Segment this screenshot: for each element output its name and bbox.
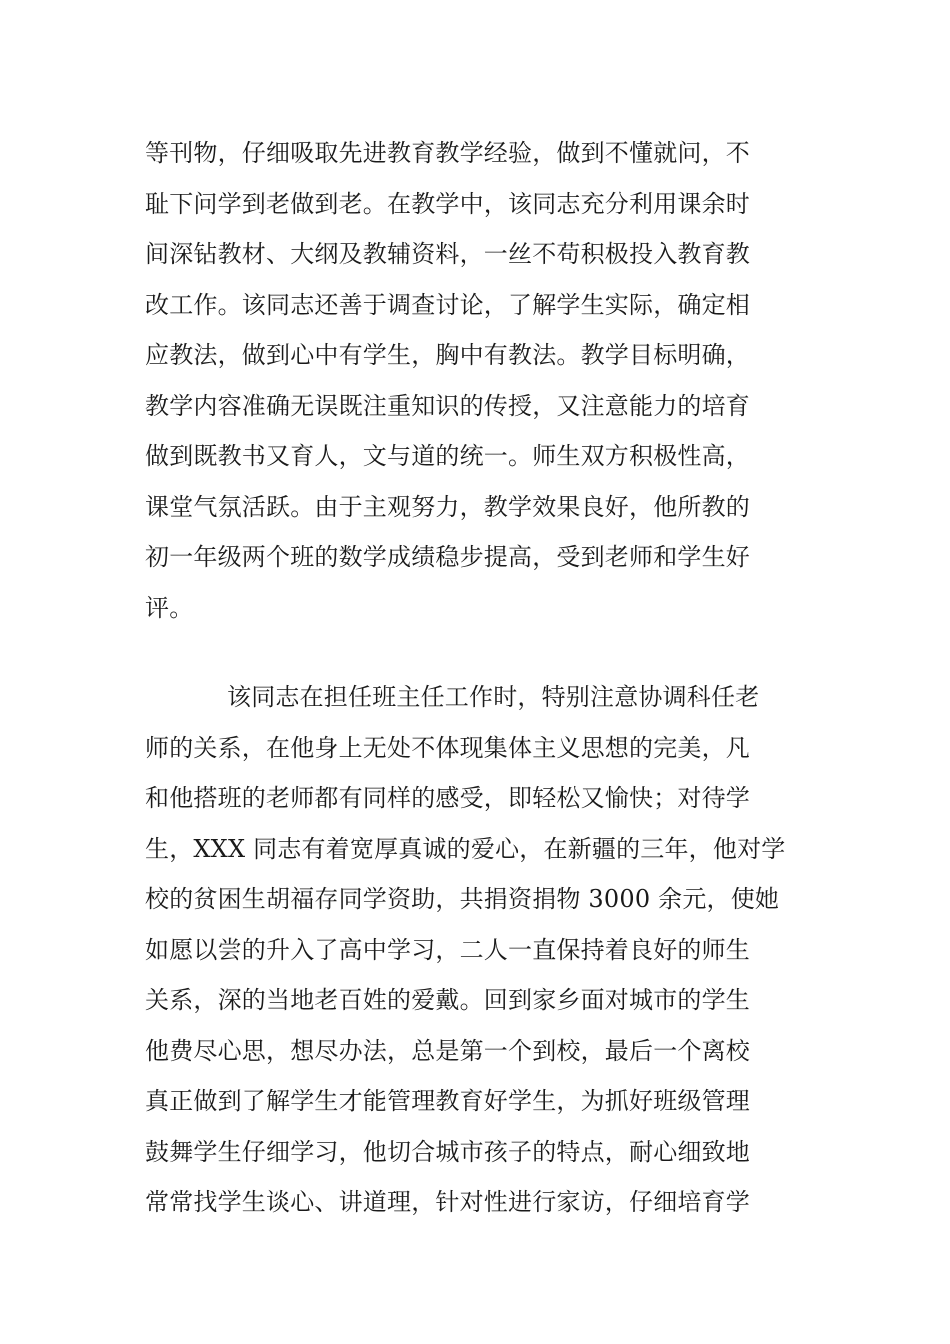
text-line: 关系，深的当地老百姓的爱戴。回到家乡面对城市的学生 [145,986,750,1014]
text-line: 课堂气氛活跃。由于主观努力，教学效果良好，他所教的 [145,492,750,521]
text-line: 真正做到了解学生才能管理教育好学生，为抓好班级管理 [145,1087,750,1115]
paragraph-teaching [145,128,815,633]
text-line: 耻下问学到老做到老。在教学中，该同志充分利用课余时 [145,189,750,218]
text-line: 和他搭班的老师都有同样的感受，即轻松又愉快；对待学 [145,784,750,812]
text-line: 常常找学生谈心、讲道理，针对性进行家访，仔细培育学 [145,1188,750,1216]
text-line: 应教法，做到心中有学生，胸中有教法。教学目标明确， [145,341,750,369]
text-line: 师的关系，在他身上无处不体现集体主义思想的完美，凡 [145,733,750,762]
text-line: 如愿以尝的升入了高中学习，二人一直保持着良好的师生 [145,935,750,964]
text-line: 他费尽心思，想尽办法，总是第一个到校，最后一个离校 [145,1036,750,1065]
text-line: 间深钻教材、大纲及教辅资料，一丝不苟积极投入教育教 [145,240,750,268]
text-line: 评。 [145,593,194,622]
text-line: 初一年级两个班的数学成绩稳步提高，受到老师和学生好 [145,543,750,571]
text-line: 改工作。该同志还善于调查讨论，了解学生实际，确定相 [145,290,750,319]
text-line: 做到既教书又育人，文与道的统一。师生双方积极性高， [145,442,750,470]
text-line: 教学内容准确无误既注重知识的传授，又注意能力的培育 [145,391,750,420]
paragraph-class-teacher [145,672,815,1228]
text-line: 校的贫困生胡福存同学资助，共捐资捐物 3000 余元，使她 [145,885,780,913]
text-line: 等刊物，仔细吸取先进教育教学经验，做到不懂就问，不 [145,139,750,167]
text-line-indented: 该同志在担任班主任工作时，特别注意协调科任老 [227,683,760,711]
text-line: 鼓舞学生仔细学习，他切合城市孩子的特点，耐心细致地 [145,1137,750,1166]
text-line: 生，XXX 同志有着宽厚真诚的爱心，在新疆的三年，他对学 [145,834,786,863]
